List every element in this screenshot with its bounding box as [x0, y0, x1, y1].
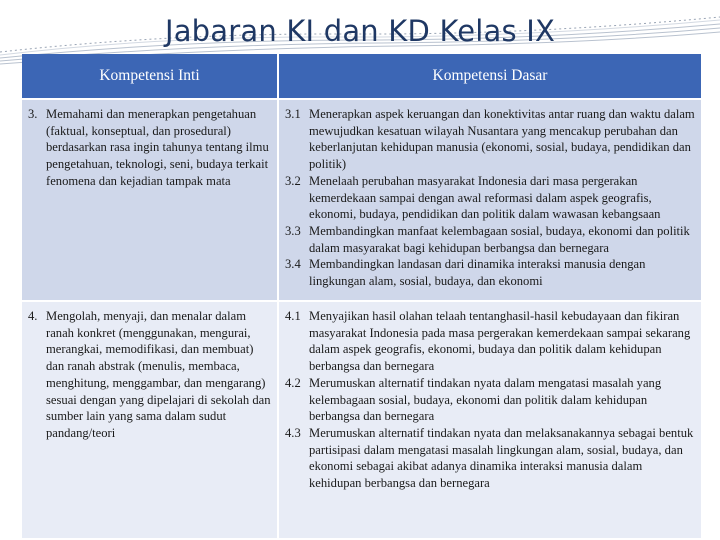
ki-number: 4. — [28, 309, 38, 323]
table-header-row — [22, 54, 701, 100]
ki-item — [28, 106, 273, 190]
kd-item — [285, 425, 695, 492]
kd-text: Menerapkan aspek keruangan dan konektivitas antar ruang dan waktu dalam mewujudkan kesatuan wilayah Nusantara yang mencakup perubahan dan keberlanjutan kehidupan manusia (ekonomi, sosial, budaya, pendidikan dan politik) — [309, 107, 695, 172]
kd-number: 4.1 — [285, 309, 301, 323]
kd-number: 4.3 — [285, 425, 301, 440]
ki-number: 3. — [28, 107, 38, 121]
kd-number: 4.2 — [285, 375, 301, 390]
header-kompetensi-dasar: Kompetensi Dasar — [279, 54, 701, 100]
kd-item — [285, 106, 695, 173]
kd-text: Menyajikan hasil olahan telaah tentanghasil-hasil kebudayaan dan fikiran masyarakat Indonesia pada masa pergerakan kemerdekaan sampai sekarang dalam aspek geografis, ekonomi, budaya dan politik dalam kehidupan berbangsa dan bernegara — [309, 309, 691, 374]
kd-text: Membandingkan manfaat kelembagaan sosial, budaya, ekonomi dan politik dalam masyarakat bagi kehidupan berbangsa dan bernegara — [309, 223, 690, 255]
kd-item — [285, 223, 695, 256]
kd-number: 3.2 — [285, 173, 301, 188]
kd-cell — [279, 100, 701, 302]
kd-text: Membandingkan landasan dari dinamika interaksi manusia dengan lingkungan alam, sosial, budaya, dan ekonomi — [309, 257, 646, 289]
header-kompetensi-inti: Kompetensi Inti — [22, 54, 279, 100]
kd-number: 3.3 — [285, 223, 301, 238]
kd-text: Merumuskan alternatif tindakan nyata dalam mengatasi masalah yang kelembagaan sosial, budaya, ekonomi dan politik dalam kehidupan berbangsa dan bernegara — [309, 375, 662, 424]
kd-number: 3.4 — [285, 257, 301, 272]
ki-text: Mengolah, menyaji, dan menalar dalam ranah konkret (menggunakan, mengurai, merangkai, memodifikasi, dan membuat) dan ranah abstrak (menulis, membaca, menghitung, menggambar, dan mengarang) sesuai dengan yang dipelajari di sekolah dan sumber lain yang sama dalam sudut pandang/teori — [46, 309, 271, 440]
table-row — [22, 100, 701, 302]
ki-cell — [22, 302, 279, 540]
kd-cell — [279, 302, 701, 540]
kd-text: Merumuskan alternatif tindakan nyata dan melaksanakannya sebagai bentuk partisipasi dalam mengatasi masalah lingkungan alam, sosial, budaya, dan ekonomi sebagai akibat adanya dinamika interaksi manusia dalam kehidupan berbangsa dan bernegara — [309, 425, 694, 491]
kd-text: Menelaah perubahan masyarakat Indonesia dari masa pergerakan kemerdekaan sampai dengan awal reformasi dalam aspek geografis, ekonomi, budaya, pendidikan dan politik dalam wawasan kebangsaan — [309, 173, 661, 222]
ki-cell — [22, 100, 279, 302]
page-title: Jabaran KI dan KD Kelas IX — [164, 14, 556, 48]
ki-text: Memahami dan menerapkan pengetahuan (faktual, konseptual, dan prosedural) berdasarkan rasa ingin tahunya tentang ilmu pengetahuan, teknologi, seni, budaya terkait fenomena dan kejadian tampak mata — [46, 107, 269, 188]
table-row — [22, 302, 701, 540]
ki-kd-table — [22, 54, 701, 540]
kd-item — [285, 375, 695, 425]
kd-number: 3.1 — [285, 107, 301, 121]
kd-item — [285, 256, 695, 289]
ki-item — [28, 308, 273, 442]
kd-item — [285, 308, 695, 375]
kd-item — [285, 173, 695, 223]
